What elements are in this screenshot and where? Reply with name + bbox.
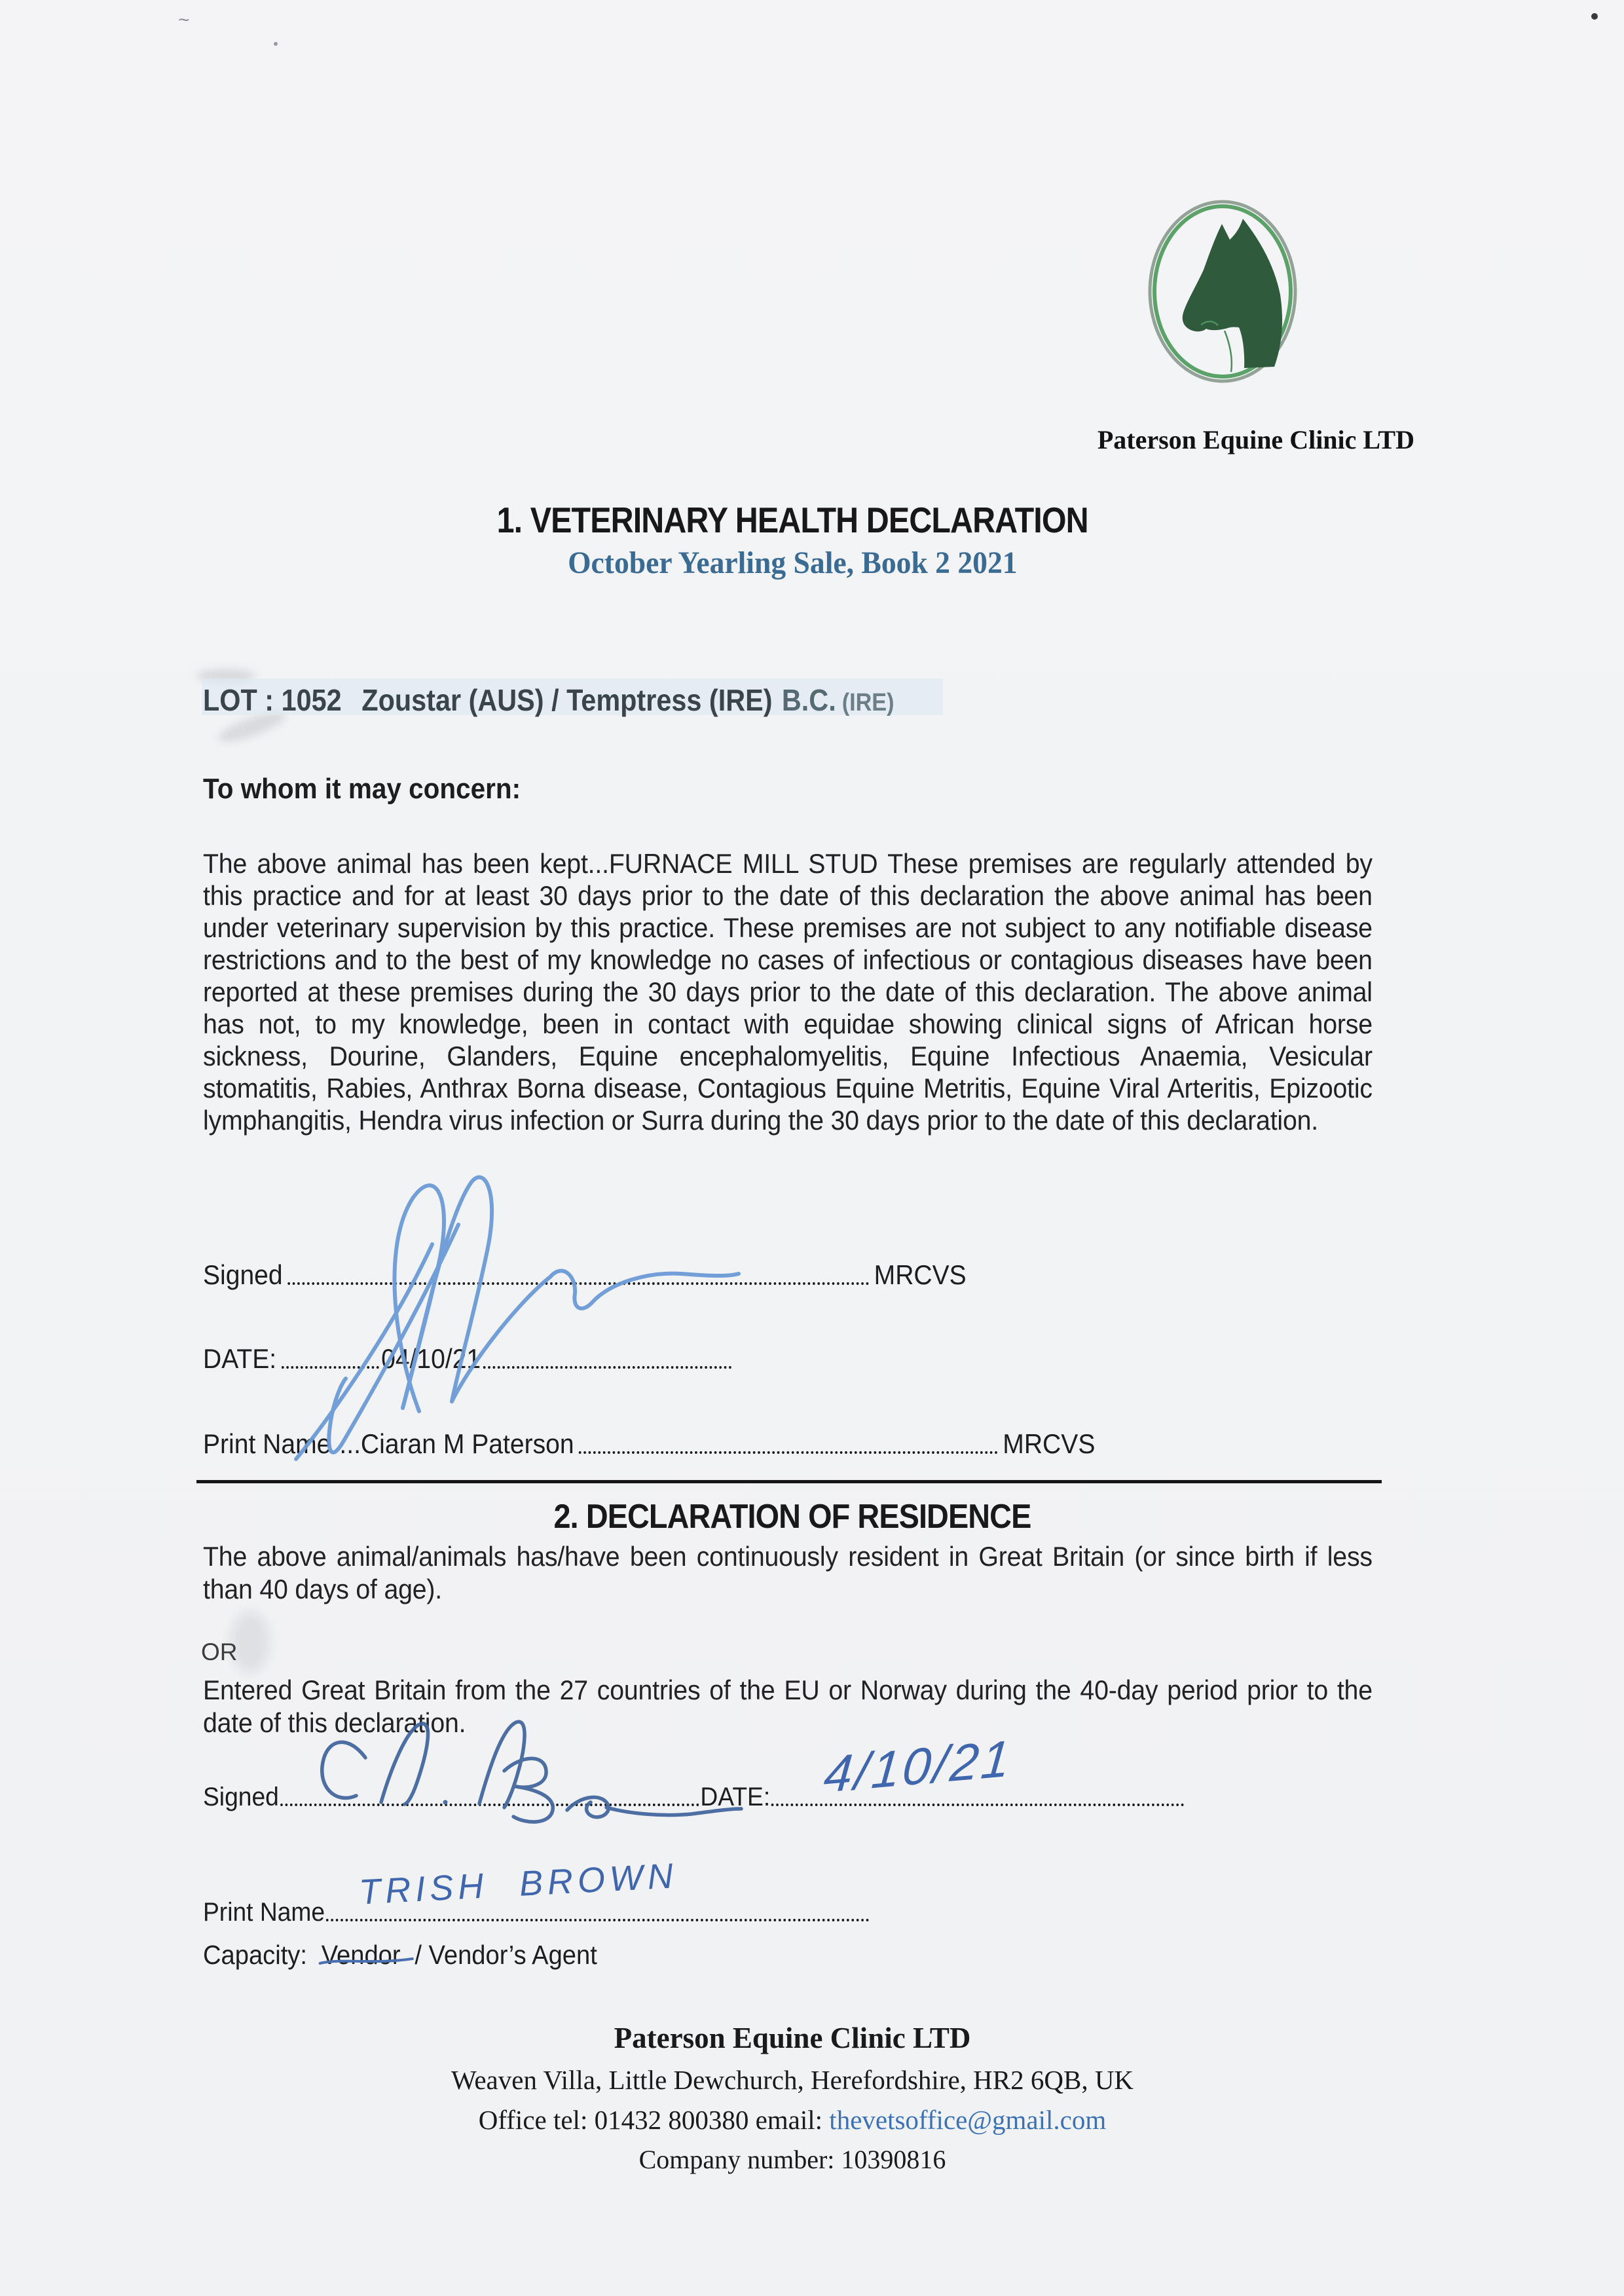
capacity-row (203, 1940, 597, 1971)
capacity-vendor: Vendor (322, 1940, 407, 1970)
scan-speck-tilde: ~ (178, 9, 190, 31)
residence-option-2: Entered Great Britain from the 27 countries of the EU or Norway during the 40-day period prior to the date of this declaration. (203, 1675, 1373, 1738)
date-value: 04/10/21 (381, 1343, 481, 1374)
vendor-signature (308, 1711, 779, 1861)
date-label: DATE: (700, 1783, 771, 1811)
section-divider (196, 1480, 1382, 1483)
footer-email: thevetsoffice@gmail.com (829, 2105, 1107, 2135)
or-label: OR (201, 1639, 238, 1665)
date-label: DATE: (203, 1343, 277, 1374)
scan-speck (1591, 13, 1598, 20)
scan-speck (274, 42, 278, 46)
capacity-label: Capacity: (203, 1940, 307, 1970)
footer-company-name: Paterson Equine Clinic LTD (614, 2022, 971, 2054)
pen-strikethrough (318, 1954, 415, 1969)
footer-company-number: Company number: 10390816 (638, 2145, 946, 2174)
print-name-value: ...Ciaran M Paterson (339, 1428, 574, 1459)
handwritten-print-name: TRISH BROWN (358, 1856, 679, 1912)
print-name-label: Print Name (203, 1428, 331, 1459)
lot-number: LOT : 1052 (203, 683, 342, 717)
lot-horse-name: Zoustar (AUS) / Temptress (IRE) (361, 683, 773, 717)
footer (0, 2021, 1585, 2175)
capacity-rest: / Vendor’s Agent (415, 1940, 597, 1970)
handwritten-date: 4/10/21 (821, 1728, 1015, 1804)
lot-suffix-country: (IRE) (841, 689, 895, 716)
lot-line (203, 682, 971, 718)
document-subtitle: October Yearling Sale, Book 2 2021 (567, 546, 1018, 580)
signed-label: Signed (203, 1783, 279, 1811)
footer-contact: Office tel: 01432 800380 email: thevetsoffice@gmail.com (478, 2105, 1107, 2135)
document-header (0, 499, 1585, 581)
residence-option-1: The above animal/animals has/have been continuously resident in Great Britain (or since birth if less than 40 days of age). (203, 1541, 1373, 1604)
horse-head-logo (1146, 196, 1300, 386)
print-name-label: Print Name (203, 1898, 325, 1927)
section-2-header (0, 1497, 1585, 1536)
mrcvs-label: MRCVS (874, 1259, 967, 1290)
vet-signature (262, 1166, 760, 1483)
brand-name: Paterson Equine Clinic LTD (1097, 425, 1414, 454)
section-2-title: 2. DECLARATION OF RESIDENCE (553, 1498, 1031, 1536)
mrcvs-label: MRCVS (1003, 1428, 1096, 1459)
lot-suffix: B.C. (781, 683, 836, 717)
document-title: 1. VETERINARY HEALTH DECLARATION (496, 500, 1088, 540)
signed-label: Signed (203, 1259, 283, 1290)
salutation: To whom it may concern: (203, 773, 521, 805)
footer-address: Weaven Villa, Little Dewchurch, Herefordshire, HR2 6QB, UK (451, 2065, 1134, 2095)
declaration-body: The above animal has been kept...FURNACE MILL STUD These premises are regularly attended by this practice and for at least 30 days prior to the date of this declaration the above animal has been under veterinary supervision by this practice. These premises are not subject to any notifiable disease restrictions and to the best of my knowledge no cases of infectious or contagious diseases have been reported at these premises during the 30 days prior to the date of this declaration. The above animal has not, to my knowledge, been in contact with equidae showing clinical signs of African horse sickness, Dourine, Glanders, Equine encephalomyelitis, Equine Infectious Anaemia, Vesicular stomatitis, Rabies, Anthrax Borna disease, Contagious Equine Metritis, Equine Viral Arteritis, Epizootic lymphangitis, Hendra virus infection or Surra during the 30 days prior to the date of this declaration. (203, 848, 1373, 1136)
dotted-line (326, 1915, 870, 1921)
